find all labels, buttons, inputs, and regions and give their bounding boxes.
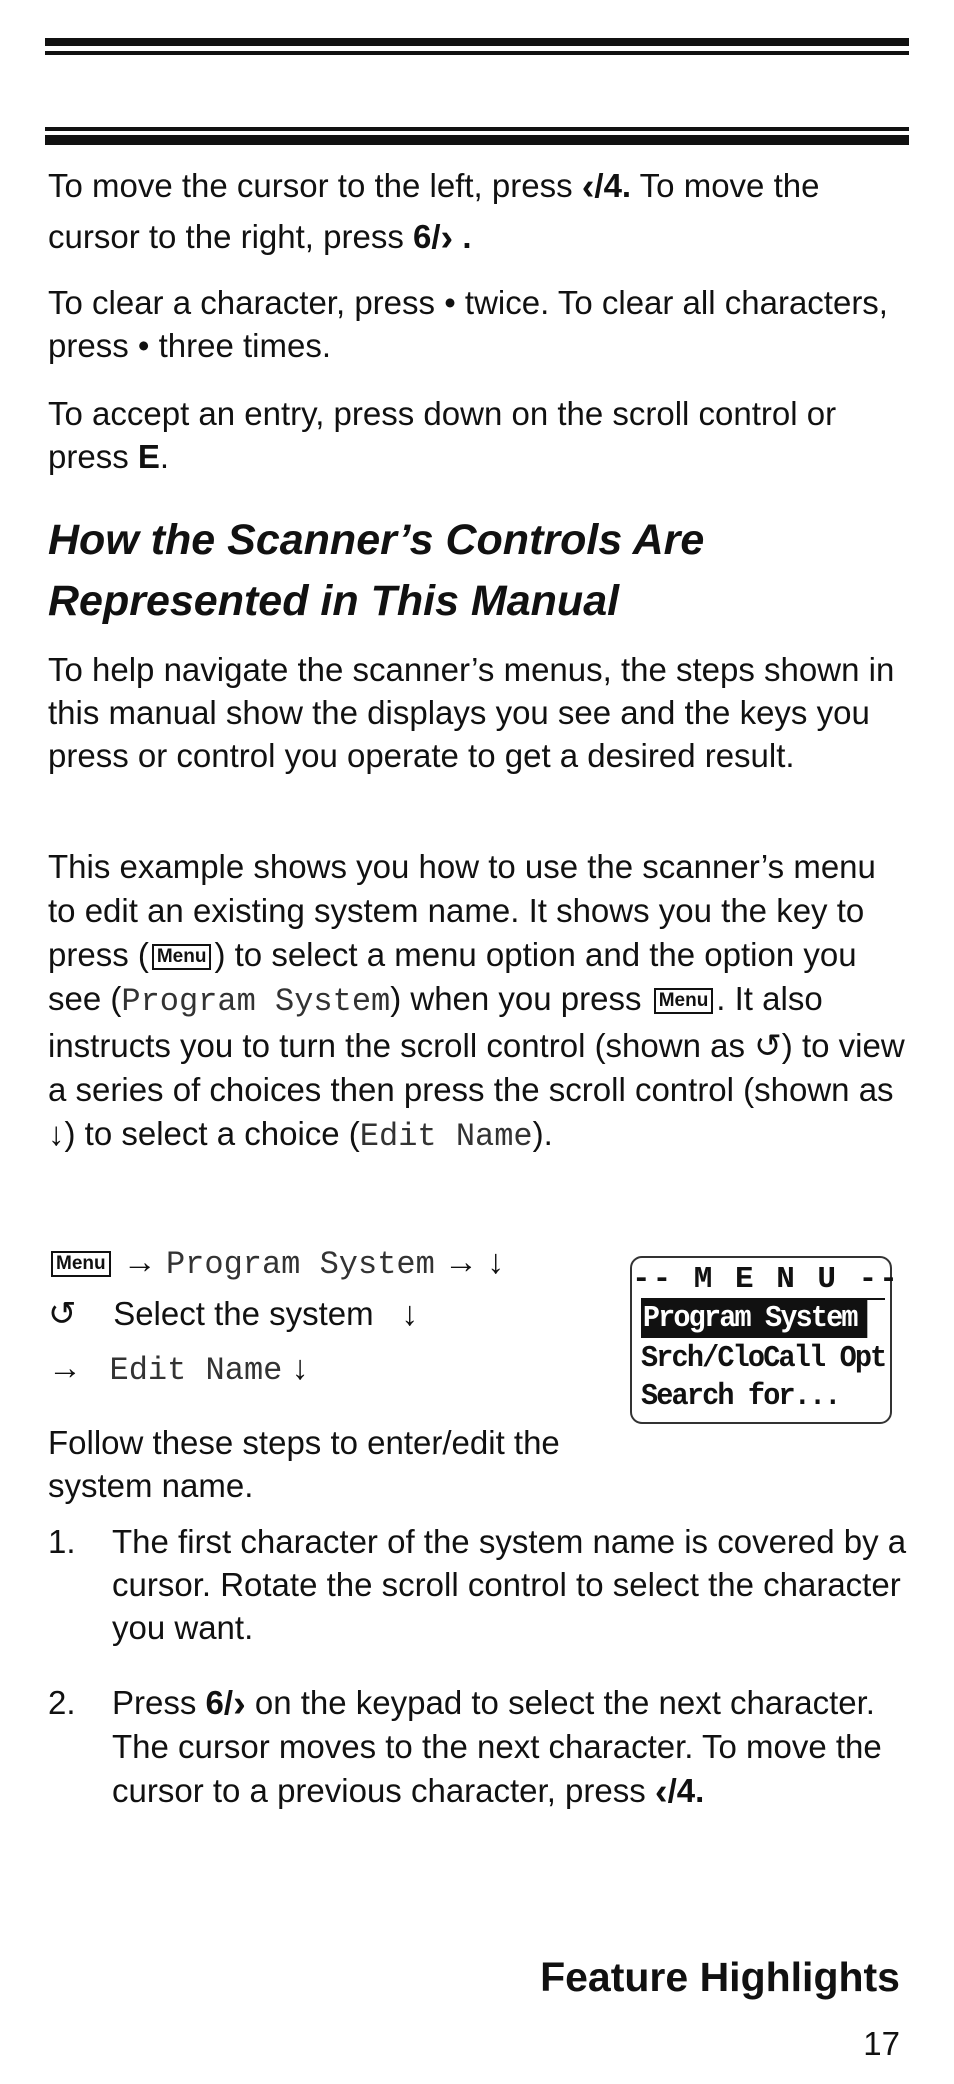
lcd-row: Srch/CloCall Opt [641,1341,886,1376]
follow-paragraph: Follow these steps to enter/edit the system name. [48,1424,560,1504]
chevron-left-icon: ‹ [581,166,595,208]
arrow-down-icon: ↓ [487,1243,505,1281]
sequence-line-2 [48,1292,418,1336]
cursor-paragraph: To move the cursor to the left, press ‹/4. To move the cursor to the right, press 6/› . [48,166,820,259]
example-paragraph: This example shows you how to use the scanner’s menu to edit an existing system name. It shows you the key to press ( Menu ) to select a menu option and the option you see (Program System) when you press Menu . It also instructs you to turn the scroll control (shown as ↺) to view a series of choices then press the scroll control (shown as ↓) to select a choice (Edit Name). [48,848,905,1155]
section-rule-thin [45,127,909,131]
lcd-title: -- M E N U -- [632,1262,900,1297]
top-rule-thin [45,51,909,55]
arrow-down-icon: ↓ [291,1349,309,1387]
arrow-down-icon: ↓ [401,1295,419,1333]
sequence-select: Select the system [113,1295,374,1332]
section-heading: How the Scanner’s Controls Are Represented in This Manual [48,516,705,625]
page-number: 17 [863,2025,900,2062]
sequence-option: Program System [165,1246,435,1283]
arrow-right-icon: → [48,1349,82,1387]
sequence-line-1 [48,1240,504,1286]
navigate-paragraph: To help navigate the scanner’s menus, the steps shown in this manual show the displays you see and the keys you press or control you operate to get a desired result. [48,651,895,774]
rotate-scroll-icon: ↺ [48,1295,77,1333]
arrow-right-icon: → [122,1243,157,1281]
steps-list [48,1520,908,1813]
rotate-scroll-icon: ↺ [754,1027,782,1064]
sequence-line-3 [48,1346,309,1392]
chevron-right-icon: › [233,1683,246,1725]
top-rule-thick [45,38,909,46]
arrow-right-icon: → [443,1243,478,1281]
chevron-left-icon: ‹ [654,1771,668,1813]
menu-key-icon: Menu [51,1251,111,1277]
section-footer-title: Feature Highlights [540,1954,900,2000]
menu-key-icon: Menu [152,944,212,970]
lcd-display [630,1256,900,1424]
menu-key-icon: Menu [654,988,714,1014]
arrow-down-icon: ↓ [48,1115,65,1152]
clear-paragraph: To clear a character, press • twice. To clear all characters, press • three times. [48,281,908,367]
accept-paragraph: To accept an entry, press down on the scroll control or press E. [48,395,837,475]
chevron-right-icon: › [440,217,454,259]
lcd-row: Search for... [641,1379,840,1414]
list-item: 1. The first character of the system name is covered by a cursor. Rotate the scroll control to select the character you want. [48,1523,907,1646]
lcd-highlight-row: Program System [641,1300,867,1338]
dot-key-icon: • [137,327,150,364]
section-rule-thick [45,135,909,145]
dot-key-icon: • [444,284,456,321]
sequence-edit: Edit Name [109,1352,283,1389]
list-item: 2. Press 6/› on the keypad to select the next character. The cursor moves to the next character. To move the cursor to a previous character, press ‹/4. [48,1683,882,1813]
